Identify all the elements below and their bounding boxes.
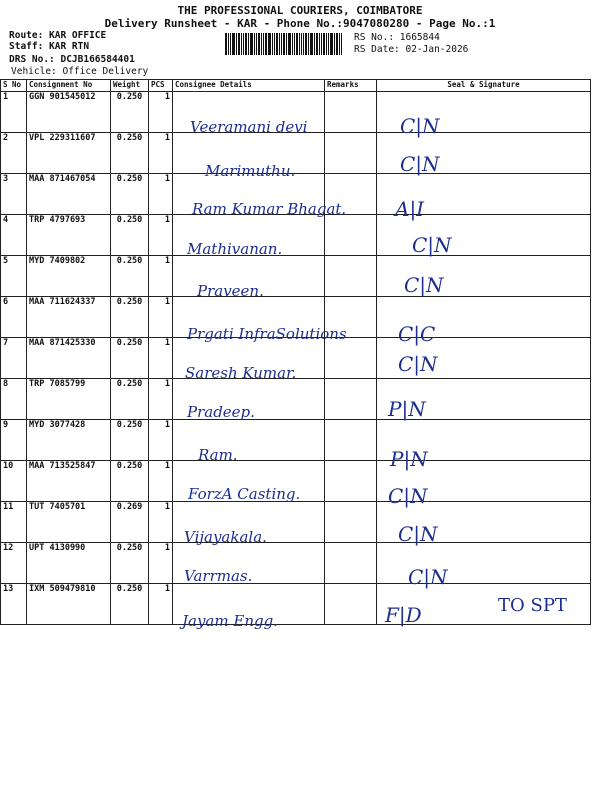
- consignment-cell: MYD 3077428: [27, 420, 111, 461]
- pcs-cell: 1: [149, 215, 173, 256]
- handwritten-consignee: Pradeep.: [187, 403, 255, 421]
- handwritten-signature: F|D: [385, 603, 422, 627]
- weight-cell: 0.250: [111, 338, 149, 379]
- col-weight: Weight: [111, 80, 149, 92]
- handwritten-signature: C|N: [408, 565, 448, 589]
- weight-cell: 0.250: [111, 461, 149, 502]
- weight-cell: 0.250: [111, 584, 149, 625]
- consignment-cell: IXM 509479810: [27, 584, 111, 625]
- route-label: Route: KAR OFFICE: [9, 30, 107, 41]
- remarks-cell: [325, 584, 377, 625]
- pcs-cell: 1: [149, 338, 173, 379]
- handwritten-consignee: Praveen.: [197, 282, 264, 300]
- sno-cell: 6: [1, 297, 27, 338]
- handwritten-consignee: Varrmas.: [184, 567, 253, 585]
- weight-cell: 0.250: [111, 174, 149, 215]
- weight-cell: 0.269: [111, 502, 149, 543]
- table-row: [1, 420, 591, 461]
- table-header-row: [1, 80, 591, 92]
- remarks-cell: [325, 92, 377, 133]
- consignment-cell: VPL 229311607: [27, 133, 111, 174]
- handwritten-signature: C|N: [398, 352, 438, 376]
- col-pcs: PCS: [149, 80, 173, 92]
- handwritten-consignee: ForzA Casting.: [188, 485, 301, 503]
- remarks-cell: [325, 543, 377, 584]
- consignment-cell: MAA 711624337: [27, 297, 111, 338]
- consignee-cell: [173, 420, 325, 461]
- table-row: [1, 256, 591, 297]
- consignment-cell: MAA 713525847: [27, 461, 111, 502]
- sno-cell: 10: [1, 461, 27, 502]
- sno-cell: 1: [1, 92, 27, 133]
- sno-cell: 4: [1, 215, 27, 256]
- handwritten-signature: P|N: [390, 447, 428, 471]
- weight-cell: 0.250: [111, 133, 149, 174]
- weight-cell: 0.250: [111, 256, 149, 297]
- weight-cell: 0.250: [111, 215, 149, 256]
- remarks-cell: [325, 256, 377, 297]
- consignment-cell: UPT 4130990: [27, 543, 111, 584]
- remarks-cell: [325, 461, 377, 502]
- remarks-cell: [325, 502, 377, 543]
- consignment-cell: GGN 901545012: [27, 92, 111, 133]
- weight-cell: 0.250: [111, 543, 149, 584]
- handwritten-signature: C|N: [400, 114, 440, 138]
- rs-date: RS Date: 02-Jan-2026: [354, 44, 469, 55]
- handwritten-consignee: Marimuthu.: [205, 162, 296, 180]
- pcs-cell: 1: [149, 502, 173, 543]
- remarks-cell: [325, 338, 377, 379]
- weight-cell: 0.250: [111, 297, 149, 338]
- consignment-cell: MYD 7409802: [27, 256, 111, 297]
- col-remarks: Remarks: [325, 80, 377, 92]
- remarks-cell: [325, 420, 377, 461]
- sno-cell: 2: [1, 133, 27, 174]
- rs-number: RS No.: 1665844: [354, 32, 440, 43]
- sno-cell: 8: [1, 379, 27, 420]
- consignment-cell: TUT 7405701: [27, 502, 111, 543]
- barcode: [225, 33, 350, 55]
- pcs-cell: 1: [149, 379, 173, 420]
- pcs-cell: 1: [149, 420, 173, 461]
- pcs-cell: 1: [149, 133, 173, 174]
- remarks-cell: [325, 133, 377, 174]
- handwritten-signature: C|N: [388, 484, 428, 508]
- col-signature: Seal & Signature: [377, 80, 591, 92]
- col-sno: S No: [1, 80, 27, 92]
- handwritten-consignee: Saresh Kumar.: [185, 364, 297, 382]
- table-row: [1, 502, 591, 543]
- pcs-cell: 1: [149, 543, 173, 584]
- handwritten-signature: C|N: [404, 273, 444, 297]
- remarks-cell: [325, 379, 377, 420]
- handwritten-consignee: Veeramani devi: [190, 118, 308, 136]
- pcs-cell: 1: [149, 461, 173, 502]
- consignment-cell: MAA 871467054: [27, 174, 111, 215]
- table-row: [1, 543, 591, 584]
- col-consignment: Consignment No: [27, 80, 111, 92]
- weight-cell: 0.250: [111, 92, 149, 133]
- handwritten-signature: C|C: [398, 322, 436, 346]
- consignment-cell: MAA 871425330: [27, 338, 111, 379]
- company-title: THE PROFESSIONAL COURIERS, COIMBATORE: [177, 4, 423, 17]
- pcs-cell: 1: [149, 256, 173, 297]
- pcs-cell: 1: [149, 584, 173, 625]
- sno-cell: 13: [1, 584, 27, 625]
- weight-cell: 0.250: [111, 379, 149, 420]
- pcs-cell: 1: [149, 174, 173, 215]
- handwritten-consignee: Ram Kumar Bhagat.: [192, 200, 347, 218]
- staff-label: Staff: KAR RTN: [9, 41, 90, 52]
- handwritten-consignee: Vijayakala.: [184, 528, 267, 546]
- runsheet-table: [0, 79, 591, 625]
- handwritten-consignee: Ram.: [198, 446, 238, 464]
- handwritten-signature: C|N: [412, 233, 452, 257]
- sno-cell: 7: [1, 338, 27, 379]
- col-consignee: Consignee Details: [173, 80, 325, 92]
- handwritten-signature: C|N: [400, 152, 440, 176]
- handwritten-signature: C|N: [398, 522, 438, 546]
- handwritten-consignee: Prgati InfraSolutions: [187, 325, 347, 343]
- pcs-cell: 1: [149, 297, 173, 338]
- handwritten-signature: P|N: [388, 397, 426, 421]
- vehicle-label: Vehicle: Office Delivery: [11, 66, 149, 77]
- table-row: [1, 379, 591, 420]
- weight-cell: 0.250: [111, 420, 149, 461]
- consignment-cell: TRP 4797693: [27, 215, 111, 256]
- drs-number: DRS No.: DCJB166584401: [9, 54, 135, 65]
- handwritten-signature: A|I: [395, 197, 425, 221]
- sno-cell: 11: [1, 502, 27, 543]
- consignment-cell: TRP 7085799: [27, 379, 111, 420]
- remarks-cell: [325, 215, 377, 256]
- handwritten-note: TO SPT: [498, 595, 567, 616]
- handwritten-consignee: Mathivanan.: [187, 240, 283, 258]
- table-row: [1, 133, 591, 174]
- pcs-cell: 1: [149, 92, 173, 133]
- table-row: [1, 215, 591, 256]
- sno-cell: 5: [1, 256, 27, 297]
- handwritten-consignee: Jayam Engg.: [182, 612, 278, 630]
- sno-cell: 12: [1, 543, 27, 584]
- sno-cell: 3: [1, 174, 27, 215]
- runsheet-title: Delivery Runsheet - KAR - Phone No.:9047080280 - Page No.:1: [104, 17, 496, 30]
- sno-cell: 9: [1, 420, 27, 461]
